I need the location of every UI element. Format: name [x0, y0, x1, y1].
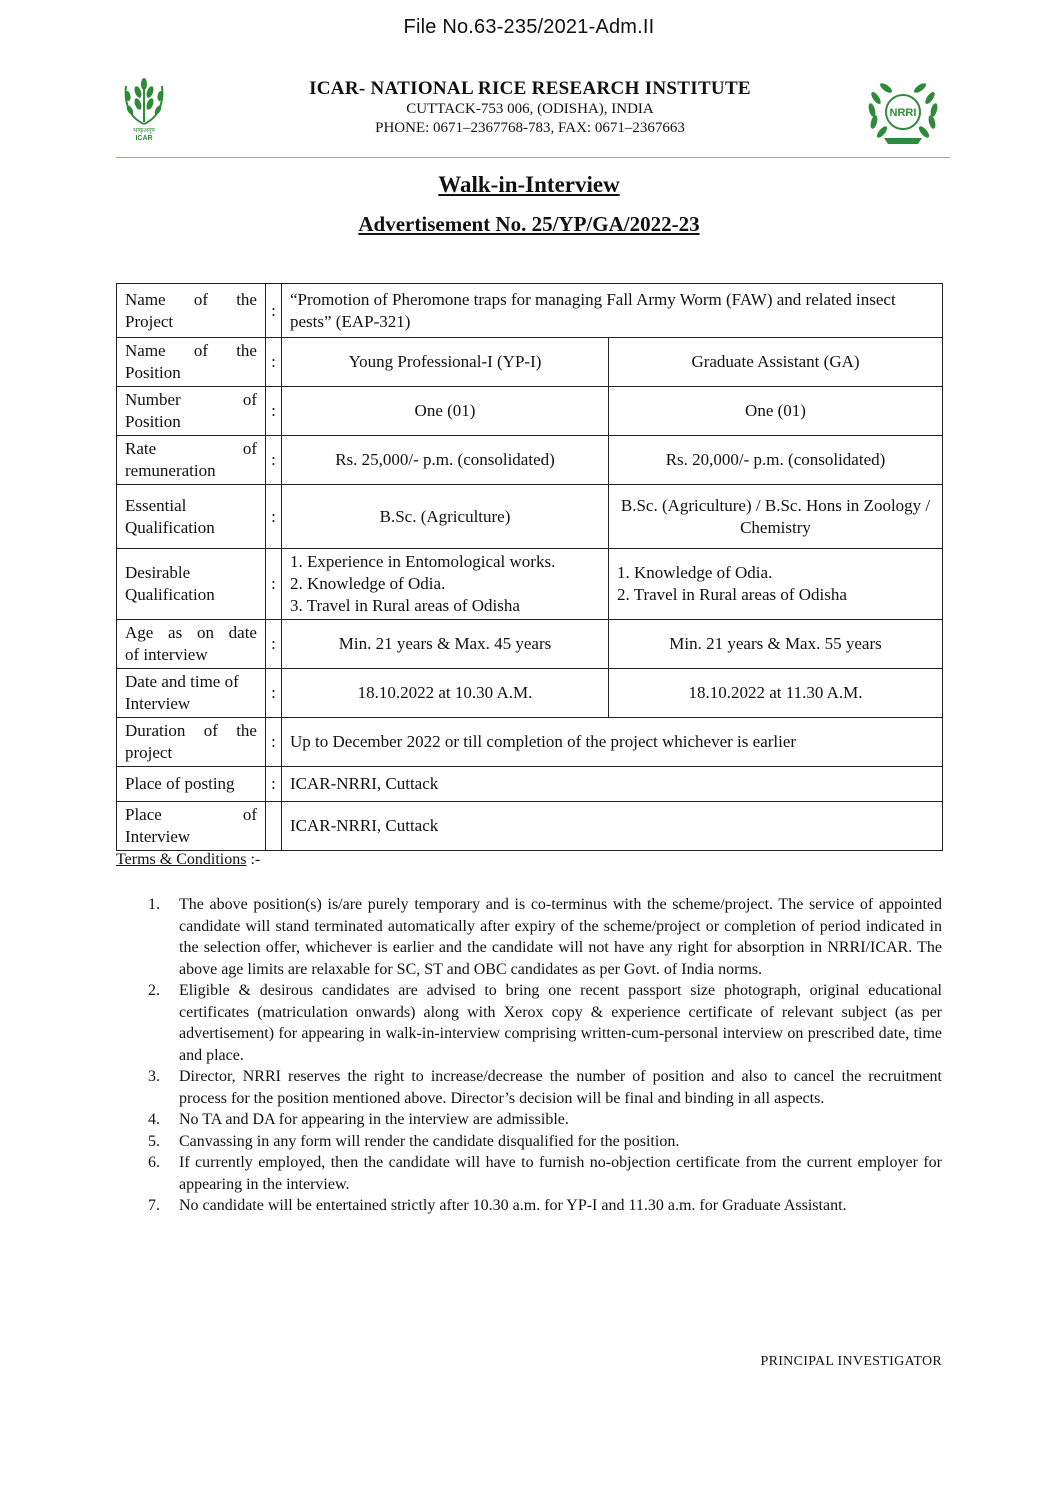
table-row [117, 669, 943, 718]
colon: : [266, 485, 282, 549]
table-row [117, 718, 943, 767]
list-item: 2. Knowledge of Odia. [290, 574, 446, 593]
interview-place-label: Place of Interview [117, 802, 266, 851]
list-item: 5. Canvassing in any form will render the candidate disqualified for the position. [148, 1132, 680, 1150]
colon: : [266, 284, 282, 338]
table-row [117, 436, 943, 485]
list-item: 3. Travel in Rural areas of Odisha [290, 596, 520, 615]
nrri-logo [862, 76, 944, 146]
advertisement-number: Advertisement No. 25/YP/GA/2022-23 [358, 212, 700, 236]
table-row [117, 767, 943, 802]
list-item: 1. Experience in Entomological works. [290, 552, 556, 571]
age-ga: Min. 21 years & Max. 55 years [609, 620, 943, 669]
remuneration-yp: Rs. 25,000/- p.m. (consolidated) [282, 436, 609, 485]
posting-value: ICAR-NRRI, Cuttack [282, 767, 943, 802]
interview-place-value: ICAR-NRRI, Cuttack [282, 802, 943, 851]
position-name-yp: Young Professional-I (YP-I) [282, 338, 609, 387]
position-number-label: Number of Position [117, 387, 266, 436]
icar-logo [116, 72, 172, 142]
page-title: Walk-in-Interview [438, 172, 620, 197]
icar-logo-text: ICAR [135, 135, 153, 142]
duration-label: Duration of the project [117, 718, 266, 767]
institute-address: CUTTACK-753 006, (ODISHA), INDIA [406, 101, 654, 117]
table-row [117, 802, 943, 851]
header-divider [116, 157, 950, 158]
terms-list [148, 894, 942, 1217]
colon: : [266, 338, 282, 387]
table-row [117, 549, 943, 620]
table-row [117, 387, 943, 436]
position-name-ga: Graduate Assistant (GA) [609, 338, 943, 387]
remuneration-ga: Rs. 20,000/- p.m. (consolidated) [609, 436, 943, 485]
colon: : [266, 669, 282, 718]
list-item: 1. Knowledge of Odia. [617, 563, 773, 582]
nrri-logo-text: NRRI [889, 107, 917, 119]
file-number: File No.63-235/2021-Adm.II [403, 16, 655, 38]
list-item: 1. The above position(s) is/are purely temporary and is co-terminus with the scheme/project. The service of appointed candidate will stand terminated automatically after expiry of the scheme/project or completion of period indicated in the selection offer, whichever is earlier and the candidate will not have any right for absorption in NRRI/ICAR. The above age limits are relaxable for SC, ST and OBC candidates as per Govt. of India norms. [148, 896, 942, 978]
list-item: 7. No candidate will be entertained strictly after 10.30 a.m. for YP-I and 11.30 a.m. for Graduate Assistant. [148, 1197, 847, 1214]
colon: : [266, 620, 282, 669]
position-details-table [116, 283, 943, 851]
colon: : [266, 767, 282, 802]
colon: : [266, 387, 282, 436]
position-number-yp: One (01) [282, 387, 609, 436]
essential-qualification-label: Essential Qualification [117, 485, 266, 549]
age-label: Age as on date of interview [117, 620, 266, 669]
icar-logo-hindi: भाकृअनुप [133, 127, 155, 134]
colon: : [266, 718, 282, 767]
desirable-qualification-ga [609, 549, 943, 620]
essential-qualification-ga: B.Sc. (Agriculture) / B.Sc. Hons in Zoology / Chemistry [609, 485, 943, 549]
age-yp: Min. 21 years & Max. 45 years [282, 620, 609, 669]
position-number-ga: One (01) [609, 387, 943, 436]
table-row [117, 485, 943, 549]
list-item: 3. Director, NRRI reserves the right to increase/decrease the number of position and also to cancel the recruitment process for the position mentioned above. Director’s decision will be final and binding in all aspects. [148, 1068, 942, 1107]
position-name-label: Name of the Position [117, 338, 266, 387]
list-item: 6. If currently employed, then the candidate will have to furnish no-objection certificate from the current employer for appearing in the interview. [148, 1154, 942, 1193]
interview-time-ga: 18.10.2022 at 11.30 A.M. [609, 669, 943, 718]
desirable-qualification-yp [282, 549, 609, 620]
list-item: 2. Travel in Rural areas of Odisha [617, 585, 847, 604]
colon: : [266, 549, 282, 620]
colon: : [266, 436, 282, 485]
project-label: Name of the Project [117, 284, 266, 338]
desirable-qualification-label: Desirable Qualification [117, 549, 266, 620]
signature-title: PRINCIPAL INVESTIGATOR [760, 1354, 942, 1369]
interview-time-label: Date and time of Interview [117, 669, 266, 718]
table-row [117, 284, 943, 338]
institute-phone: PHONE: 0671–2367768-783, FAX: 0671–2367663 [375, 120, 685, 136]
institute-name: ICAR- NATIONAL RICE RESEARCH INSTITUTE [309, 78, 751, 99]
institute-header [170, 78, 890, 138]
terms-heading: Terms & Conditions :- [116, 851, 261, 868]
interview-time-yp: 18.10.2022 at 10.30 A.M. [282, 669, 609, 718]
essential-qualification-yp: B.Sc. (Agriculture) [282, 485, 609, 549]
table-row [117, 338, 943, 387]
list-item: 4. No TA and DA for appearing in the interview are admissible. [148, 1111, 569, 1128]
remuneration-label: Rate of remuneration [117, 436, 266, 485]
posting-label: Place of posting [117, 767, 266, 802]
duration-value: Up to December 2022 or till completion of the project whichever is earlier [282, 718, 943, 767]
table-row [117, 620, 943, 669]
list-item: 2. Eligible & desirous candidates are advised to bring one recent passport size photograph, original educational certificates (matriculation onwards) along with Xerox copy & experience certificate of relevant subject (as per advertisement) for appearing in walk-in-interview comprising written-cum-personal interview on prescribed date, time and place. [148, 982, 942, 1064]
empty-cell [266, 802, 282, 851]
project-value: “Promotion of Pheromone traps for managing Fall Army Worm (FAW) and related insect pests” (EAP-321) [282, 284, 943, 338]
